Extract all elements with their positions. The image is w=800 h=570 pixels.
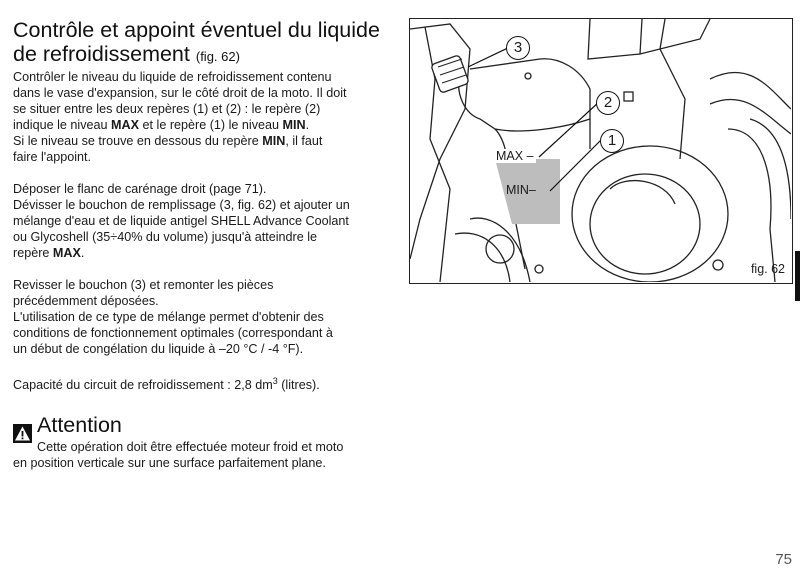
text-line: indique le niveau MAX et le repère (1) le niveau MIN. xyxy=(13,118,310,132)
figure-caption: fig. 62 xyxy=(750,262,785,276)
attention-text-line-2: en position verticale sur une surface parfaitement plane. xyxy=(13,456,326,470)
bold-max: MAX xyxy=(111,118,140,132)
text-line: dans le vase d'expansion, sur le côté droit de la moto. Il doit xyxy=(13,86,347,100)
text-line: Déposer le flanc de carénage droit (page 71). xyxy=(13,182,267,196)
text-line: Dévisser le bouchon de remplissage (3, fig. 62) et ajouter un xyxy=(13,198,350,212)
attention-title: Attention xyxy=(37,413,122,437)
callout-2: 2 xyxy=(596,91,620,115)
bold-min: MIN xyxy=(262,134,286,148)
text-line: Contrôler le niveau du liquide de refroidissement contenu xyxy=(13,70,332,84)
callout-3: 3 xyxy=(506,36,530,60)
text-line: ou Glycoshell (35÷40% du volume) jusqu'à atteindre le xyxy=(13,230,318,244)
text-line: faire l'appoint. xyxy=(13,150,92,164)
title-line-2: de refroidissement xyxy=(13,42,190,66)
text-line: conditions de fonctionnement optimales (correspondant à xyxy=(13,326,333,340)
min-mark-label: MIN– xyxy=(506,183,536,197)
bold-max: MAX xyxy=(52,246,81,260)
attention-text-line-1: Cette opération doit être effectuée moteur froid et moto xyxy=(37,440,344,454)
text-line: précédemment déposées. xyxy=(13,294,159,308)
text-line: un début de congélation du liquide à –20 °C / -4 °F). xyxy=(13,342,304,356)
figure-62 xyxy=(409,18,793,284)
text-line: se situer entre les deux repères (1) et (2) : le repère (2) xyxy=(13,102,321,116)
paragraph-refill xyxy=(13,181,398,261)
text-line: repère MAX. xyxy=(13,246,85,260)
paragraph-reassemble xyxy=(13,277,398,357)
section-title xyxy=(13,18,398,69)
text-line: mélange d'eau et de liquide antigel SHELL Advance Coolant xyxy=(13,214,349,228)
capacity-line: Capacité du circuit de refroidissement : 2,8 $dm^3$ (litres). xyxy=(13,376,320,393)
text-line: Revisser le bouchon (3) et remonter les pièces xyxy=(13,278,274,292)
engine-illustration xyxy=(410,19,791,282)
warning-icon xyxy=(13,424,32,443)
paragraph-check-level xyxy=(13,69,398,165)
text-line: Si le niveau se trouve en dessous du repère MIN, il faut xyxy=(13,134,323,148)
chapter-tab-marker xyxy=(795,251,800,301)
title-line-1: Contrôle et appoint éventuel du liquide xyxy=(13,18,380,42)
title-figure-ref: (fig. 62) xyxy=(195,49,240,64)
max-mark-label: MAX – xyxy=(496,149,534,163)
main-text-column xyxy=(13,18,398,393)
bold-min: MIN xyxy=(282,118,306,132)
page-number: 75 xyxy=(775,551,792,568)
text-line: L'utilisation de ce type de mélange permet d'obtenir des xyxy=(13,310,324,324)
callout-1: 1 xyxy=(600,129,624,153)
attention-block xyxy=(13,413,398,471)
